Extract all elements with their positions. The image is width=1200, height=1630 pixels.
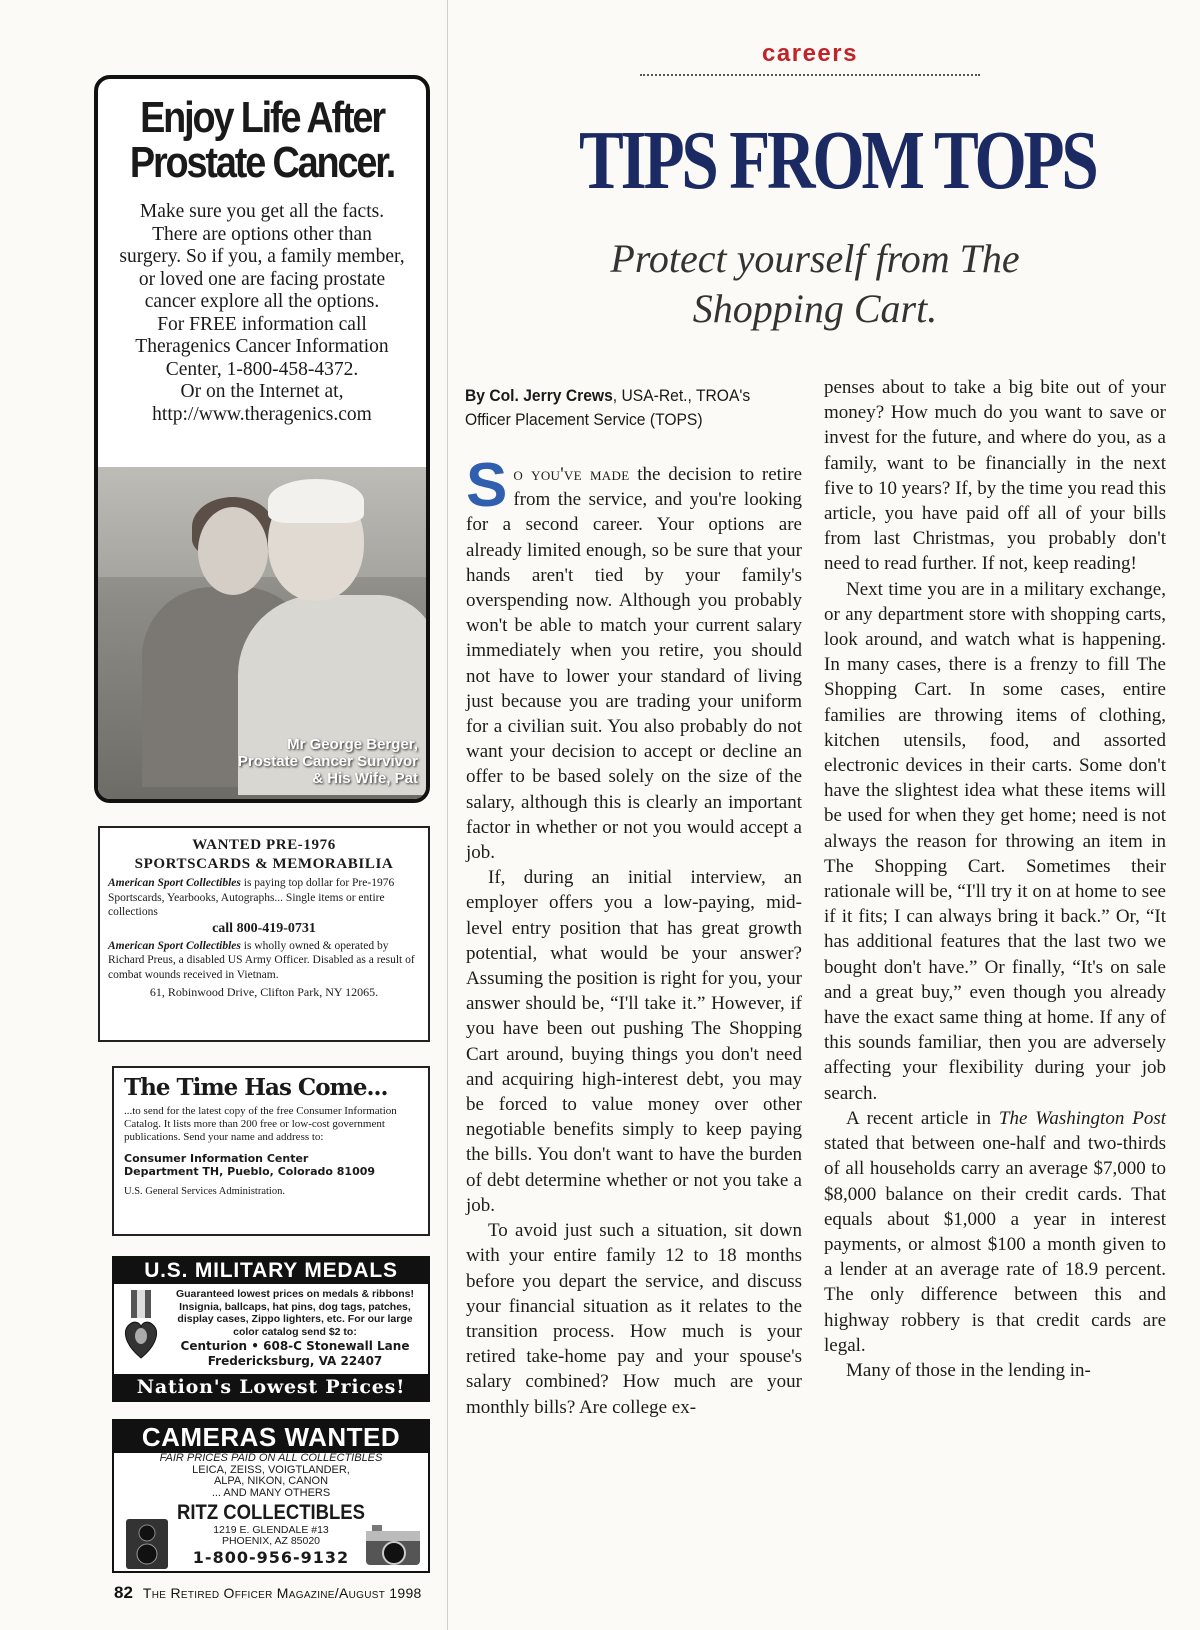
- ad-body: American Sport Collectibles is paying top dollar for Pre-1976 Sportscards, Yearbooks, Autographs... Single items or entire collections: [108, 877, 395, 918]
- ad-address: 1219 E. GLENDALE #13 PHOENIX, AZ 85020: [213, 1524, 329, 1547]
- ad-body: Guaranteed lowest prices on medals & ribbons! Insignia, ballcaps, hat pins, dog tags, patches, display cases, Zippo lighters, etc. For our large color catalog send $2 to: Centurion • 608-C Stonewall Lane Fredericksburg, VA 22407: [175, 1288, 415, 1368]
- twin-lens-camera-icon: [120, 1519, 174, 1569]
- page-footer: [114, 1583, 422, 1603]
- ad-line: surgery. So if you, a family member,: [119, 246, 405, 267]
- ad-headline: SPORTSCARDS & MEMORABILIA: [134, 856, 394, 872]
- rangefinder-camera-icon: [364, 1519, 422, 1569]
- ad-headline: The Time Has Come...: [124, 1074, 388, 1101]
- purple-heart-medal-icon: [120, 1290, 162, 1362]
- section-rule: [640, 74, 980, 76]
- page-number: 82: [114, 1583, 133, 1602]
- couple-photo: [98, 467, 426, 799]
- paragraph: So you've made the decision to retire from the service, and you're looking for a second career. Your options are already limited enough, so be sure that your hands aren't tied by your family's overspending now. Although you probably won't be able to match your current salary immediately when you retire, you should not have to lower your standard of living just because you are trading your uniform for a civilian suit. You also probably do not want your decision to accept or decline an offer to be based solely on the size of the salary, although this is clearly an important factor in whether or not you would accept a job.: [466, 451, 803, 864]
- ad-line: There are options other than: [152, 223, 372, 245]
- photo-caption: Mr George Berger, Prostate Cancer Survivor & His Wife, Pat: [237, 736, 418, 787]
- paragraph: Many of those in the lending in-: [846, 1359, 1091, 1381]
- ad-url: http://www.theragenics.com: [152, 403, 372, 425]
- ad-headline: WANTED PRE-1976: [192, 837, 336, 853]
- section-label: careers: [762, 40, 858, 67]
- paragraph: A recent article in The Washington Post stated that between one-half and two-thirds of all households carry an average $7,000 to $8,000 balance on their credit cards. That equals about $1,000 a year in interest payments, or almost $100 a month given to a lender at an average rate of 18.9 percent. The only difference between this and highway robbery is that credit cards are legal.: [824, 1107, 1166, 1356]
- ad-address: 61, Robinwood Drive, Clifton Park, NY 12065.: [149, 985, 379, 999]
- ad-company: RITZ COLLECTIBLES: [177, 1501, 365, 1524]
- drop-cap: S: [466, 451, 508, 520]
- ad-body: FAIR PRICES PAID ON ALL COLLECTIBLES LEICA, ZEISS, VOIGTLANDER, ALPA, NIKON, CANON ... AND MANY OTHERS: [159, 1452, 383, 1499]
- article-column-1: [466, 451, 803, 1420]
- ad-headline: Enjoy Life After Prostate Cancer.: [129, 93, 395, 187]
- ad-line: Make sure you get all the facts.: [139, 201, 385, 222]
- ad-prostate-cancer: [94, 75, 430, 803]
- ad-body: ...to send for the latest copy of the free Consumer Information Catalog. It lists more than 200 free or low-cost government publications. Send your name and address to:: [124, 1105, 397, 1143]
- article-deck: Protect yourself from The Shopping Cart.: [610, 236, 1020, 331]
- ad-line: Theragenics Cancer Information: [135, 336, 389, 357]
- article-title: TIPS FROM TOPS: [579, 114, 1096, 207]
- ad-footer: U.S. General Services Administration.: [124, 1186, 285, 1197]
- ad-phone: 1-800-956-9132: [192, 1548, 350, 1567]
- paragraph: penses about to take a big bite out of your money? How much do you want to save or invest for the future, and where do you, as a family, want to be financially in the next five to 10 years? If, by the time you read this article, you have paid off all of your bills from last Christmas, you probably don't need to read further. If not, keep reading!: [824, 377, 1166, 575]
- ad-line: or loved one are facing prostate: [138, 268, 386, 290]
- ad-line: For FREE information call: [157, 313, 367, 335]
- ad-military-medals: [112, 1256, 430, 1402]
- paragraph: To avoid just such a situation, sit down with your entire family 12 to 18 months before you depart the service, and discuss your financial situation as it relates to the transition process. How much is your retired take-home pay and your spouse's salary combined? How much are your monthly bills? Are college ex-: [466, 1220, 802, 1418]
- ad-line: Or on the Internet at,: [180, 381, 344, 402]
- column-divider: [447, 0, 448, 1630]
- ad-line: cancer explore all the options.: [144, 291, 380, 312]
- ad-cameras-wanted: [112, 1419, 430, 1573]
- ad-tagline: Nation's Lowest Prices!: [114, 1374, 428, 1400]
- article-column-2: [824, 375, 1166, 1383]
- ad-headline: CAMERAS WANTED: [114, 1421, 428, 1453]
- ad-body: [104, 201, 420, 426]
- ad-consumer-catalog: [112, 1066, 430, 1236]
- paragraph: If, during an initial interview, an employer offers you a low-paying, mid-level entry position that has great growth potential, what would be your answer? Assuming the position is right for you, your answer should be, “I'll take it.” However, if you have been out pushing The Shopping Cart around, buying things you don't need and acquiring high-interest debt, you may be forced to value money over other negotiable benefits simply to keep paying the bills. You don't want to have the burden of debt determine whether or not you take a job.: [466, 867, 802, 1216]
- ad-sportscards: [98, 826, 430, 1042]
- ad-headline: U.S. MILITARY MEDALS: [114, 1258, 428, 1284]
- ad-line: Center, 1-800-458-4372.: [165, 358, 359, 380]
- publication-name: The Retired Officer Magazine/August 1998: [142, 1585, 422, 1601]
- ad-body: American Sport Collectibles is wholly owned & operated by Richard Preus, a disabled US Army Officer. Disabled as a result of combat wounds received in Vietnam.: [108, 939, 415, 981]
- byline: By Col. Jerry Crews, USA-Ret., TROA's Officer Placement Service (TOPS): [465, 386, 751, 429]
- paragraph: Next time you are in a military exchange, or any department store with shopping carts, look around, and watch what is happening. In many cases, there is a frenzy to fill The Shopping Cart. In some cases, entire families are throwing items of clothing, kitchen utensils, food, and assorted electronic devices in their carts. Some don't have the slightest idea what these items will be used for when they get home; need is not always the reason for throwing an item in The Shopping Cart. Sometimes their rationale will be, “I'll try it on at home to see if it fits; I can always bring it back.” Or, “It has additional features that the last two we bought don't have.” Or finally, “It's on sale and a great buy,” even though you already have the exact same thing at home. If any of this sounds familiar, then you are adversely affecting your flexibility during your job search.: [824, 578, 1166, 1104]
- ad-phone: call 800-419-0731: [212, 920, 316, 936]
- ad-address: Consumer Information Center Department TH, Pueblo, Colorado 81009: [124, 1152, 376, 1178]
